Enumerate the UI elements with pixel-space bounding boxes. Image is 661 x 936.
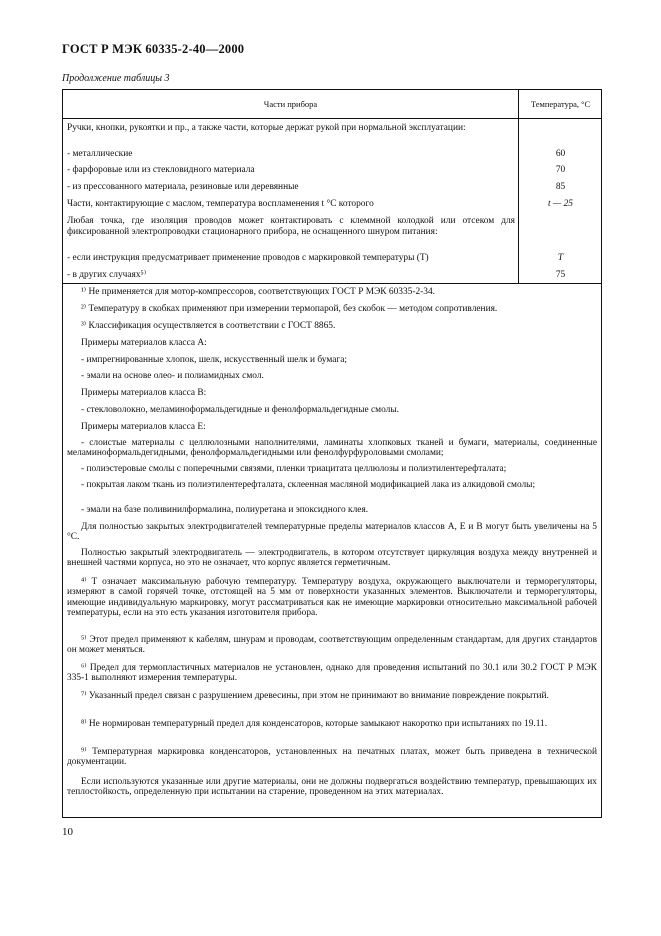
- table-row: Ручки, кнопки, рукоятки и пр., а также части, которые держат рукой при нормальной эксплуатации:: [67, 123, 466, 133]
- table-cell-temp: 75: [555, 270, 566, 280]
- table-cell-temp: 85: [555, 182, 566, 192]
- table-caption: Продолжение таблицы 3: [62, 73, 170, 84]
- table-row: Части, контактирующие с маслом, температура воспламенения t °C которого: [67, 199, 374, 209]
- column-header-temperature: Температура, °C: [530, 99, 591, 109]
- footnote-para: - импрегнированные хлопок, шелк, искусственный шелк и бумага;: [81, 355, 348, 365]
- footnote-para: - полиэстеровые смолы с поперечными связями, пленки триацитата целлюлозы и полиэтилентерефталата;: [81, 464, 507, 474]
- footnote-divider: [63, 283, 601, 284]
- table-row: - металлические: [67, 149, 133, 159]
- table-row: - фарфоровые или из стекловидного материала: [67, 165, 255, 175]
- table-row: - из прессованного материала, резиновые или деревянные: [67, 182, 299, 192]
- table-cell-temp: t — 25: [547, 199, 573, 209]
- footnote-9: ⁹⁾ Температурная маркировка конденсаторов, установленных на печатных платах, может быть приведена в технической документации.: [67, 747, 597, 768]
- temperature-table: [62, 89, 602, 818]
- footnote-para: - эмали на базе поливинилформалина, полиуретана и эпоксидного клея.: [81, 505, 369, 515]
- footnote-4: ⁴⁾ T означает максимальную рабочую температуру. Температуру воздуха, окружающего выключатели и терморегуляторы, измеряют в самой горячей точке, отстоящей на 5 мм от поверхности указанных элементов. Выключатели и терморегуляторы, имеющие индивидуальную маркировку, могут рассматриваться как не имеющие маркировки относительно максимальной рабочей температуры, если на это есть указания изготовителя прибора.: [67, 577, 597, 618]
- footnote-para: - слоистые материалы с целлюлозными наполнителями, ламинаты хлопковых тканей и бумаги, материалы, соединенные меламиноформальдегидными, фенолформальдегидными или фенолфурфуроловыми смолами;: [67, 438, 597, 459]
- footnote-1: ¹⁾ Не применяется для мотор-компрессоров, соответствующих ГОСТ Р МЭК 60335-2-34.: [81, 287, 435, 297]
- footnote-para: Примеры материалов класса В:: [81, 388, 207, 398]
- table-row: - в других случаях⁵⁾: [67, 270, 147, 280]
- page-number: 10: [62, 826, 73, 838]
- header-divider: [63, 118, 601, 119]
- table-row: Любая точка, где изоляция проводов может контактировать с клеммной колодкой или отсеком для фиксированной электропроводки стационарного прибора, не оснащенного шнуром питания:: [67, 216, 515, 237]
- footnote-2: ²⁾ Температуру в скобках применяют при измерении термопарой, без скобок — методом сопротивления.: [81, 304, 498, 314]
- footnote-para: - покрытая лаком ткань из полиэтилентерефталата, склеенная масляной модификацией лака из алкидовой смолы;: [81, 480, 536, 490]
- footnote-5: ⁵⁾ Этот предел применяют к кабелям, шнурам и проводам, соответствующим определенным стандартам, для других стандартов он может меняться.: [67, 635, 597, 656]
- footnote-para: - стекловолокно, меламиноформальдегидные и фенолформальдегидные смолы.: [81, 405, 399, 415]
- table-row: - если инструкция предусматривает применение проводов с маркировкой температуры (T): [67, 253, 429, 263]
- footnote-8: ⁸⁾ Не нормирован температурный предел для конденсаторов, которые замыкают накоротко при испытаниях по 19.11.: [81, 719, 548, 729]
- footnote-para: - эмали на основе олео- и полиамидных смол.: [81, 371, 264, 381]
- footnote-para: Для полностью закрытых электродвигателей температурные пределы материалов классов А, Е и В могут быть увеличены на 5 °С.: [67, 522, 597, 543]
- footnote-7: ⁷⁾ Указанный предел связан с разрушением древесины, при этом не принимают во внимание повреждение покрытий.: [81, 691, 549, 701]
- footnote-para: Если используются указанные или другие материалы, они не должны подвергаться воздействию температур, превышающих их теплостойкость, определенную при испытании на старение, проведенном на этих материалах.: [67, 777, 597, 798]
- column-header-parts: Части прибора: [263, 99, 318, 109]
- table-cell-temp: T: [557, 253, 564, 263]
- table-cell-temp: 60: [555, 149, 566, 159]
- footnote-para: Примеры материалов класса Е:: [81, 422, 206, 432]
- footnote-6: ⁶⁾ Предел для термопластичных материалов не установлен, однако для проведения испытаний по 30.1 или 30.2 ГОСТ Р МЭК 335-1 выполняют измерения температуры.: [67, 663, 597, 684]
- footnote-3: ³⁾ Классификация осуществляется в соответствии с ГОСТ 8865.: [81, 321, 336, 331]
- footnote-para: Примеры материалов класса А:: [81, 338, 207, 348]
- table-cell-temp: 70: [555, 165, 566, 175]
- document-title: ГОСТ Р МЭК 60335-2-40—2000: [62, 42, 245, 56]
- footnote-para: Полностью закрытый электродвигатель — электродвигатель, в котором отсутствует циркуляция воздуха между внутренней и внешней частями корпуса, но это не означает, что корпус является герметичным.: [67, 548, 597, 569]
